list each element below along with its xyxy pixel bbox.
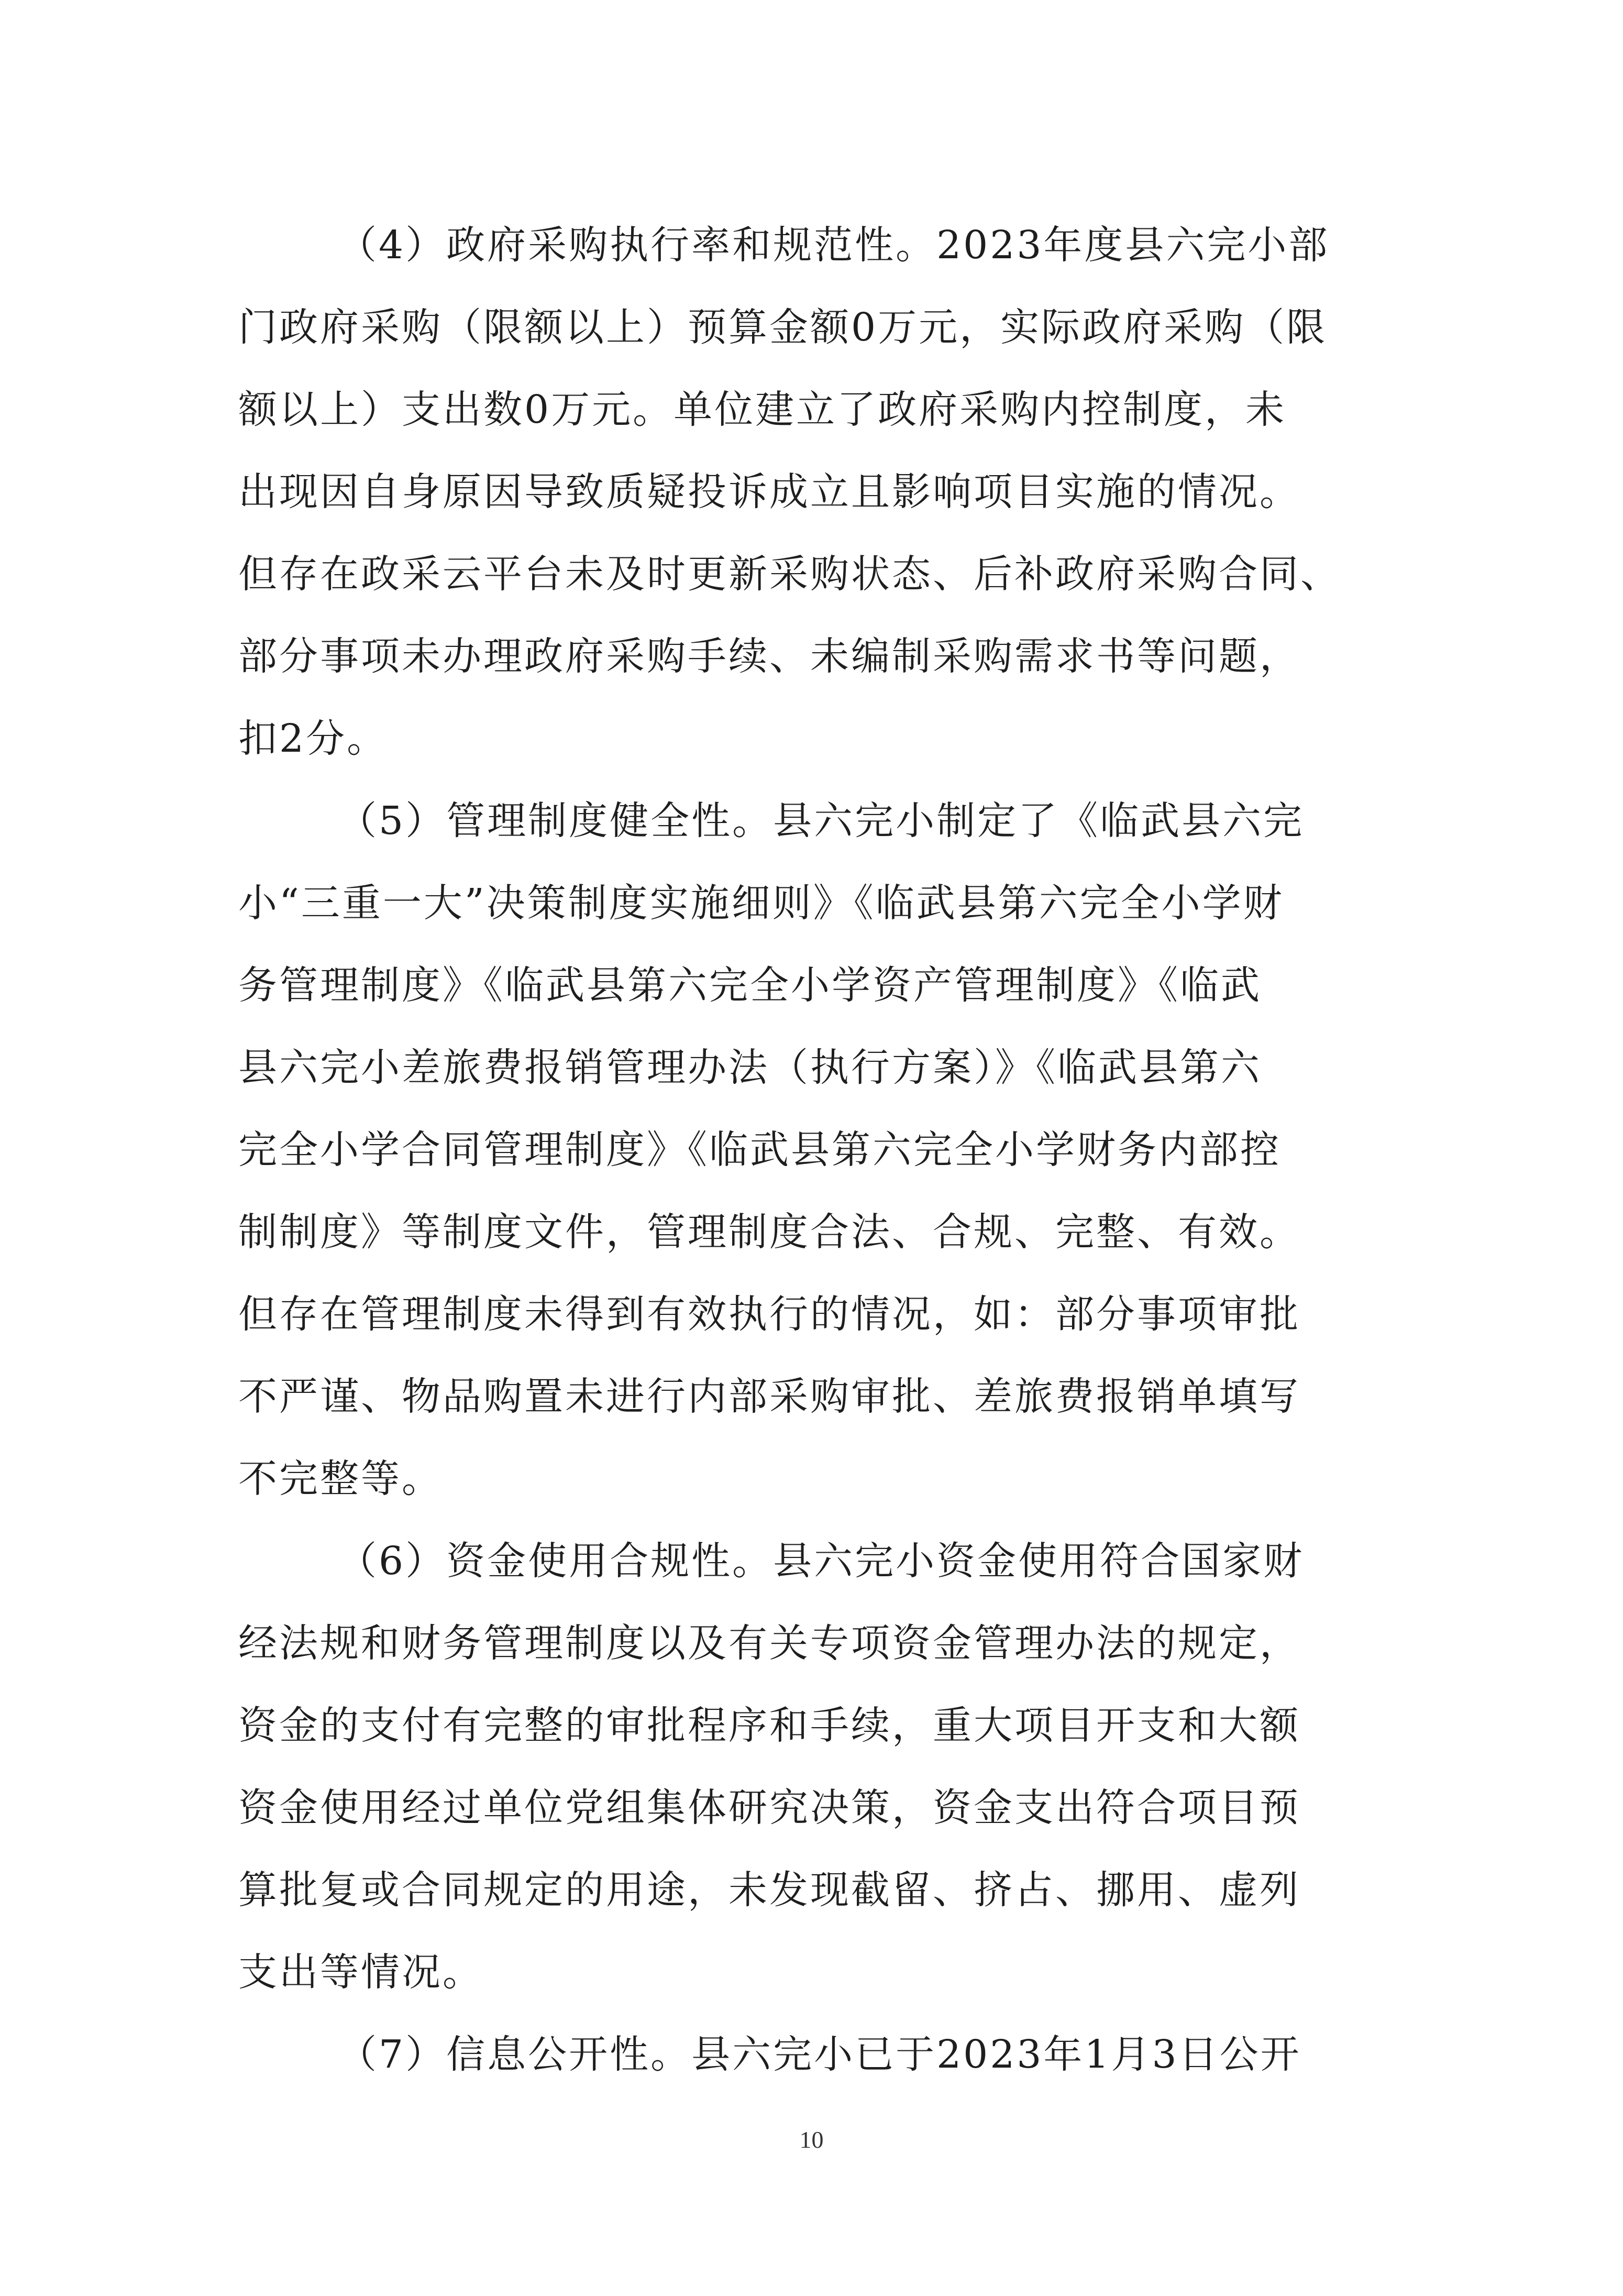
text-line: 制制度》等制度文件，管理制度合法、合规、完整、有效。 [238,1210,1300,1255]
text-line: 但存在管理制度未得到有效执行的情况，如：部分事项审批 [238,1292,1300,1337]
text-line: 但存在政采云平台未及时更新采购状态、后补政府采购合同、 [238,552,1341,597]
paragraph-management-system [238,780,1364,1520]
text-line: 算批复或合同规定的用途，未发现截留、挤占、挪用、虚列 [238,1867,1300,1913]
text-line: 门政府采购（限额以上）预算金额0万元，实际政府采购（限 [238,305,1328,350]
text-line: （7）信息公开性。县六完小已于2023年1月3日公开 [338,2032,1301,2077]
body-text [238,204,1364,2096]
text-line: 额以上）支出数0万元。单位建立了政府采购内控制度，未 [238,387,1287,432]
text-line: 完全小学合同管理制度》《临武县第六完全小学财务内部控 [238,1127,1281,1172]
text-line: 部分事项未办理政府采购手续、未编制采购需求书等问题， [238,634,1300,679]
text-line: 不严谨、物品购置未进行内部采购审批、差旅费报销单填写 [238,1374,1300,1419]
text-line: 扣2分。 [238,716,388,761]
text-line: 资金使用经过单位党组集体研究决策，资金支出符合项目预 [238,1785,1300,1830]
paragraph-fund-compliance [238,1520,1364,2014]
text-line: 县六完小差旅费报销管理办法（执行方案）》《临武县第六 [238,1045,1262,1090]
text-line: 资金的支付有完整的审批程序和手续，重大项目开支和大额 [238,1703,1300,1748]
page-number: 10 [799,2126,824,2153]
text-line: 不完整等。 [238,1456,443,1501]
text-line: （5）管理制度健全性。县六完小制定了《临武县六完 [338,798,1305,843]
text-line: （4）政府采购执行率和规范性。2023年度县六完小部 [338,223,1330,268]
text-line: 支出等情况。 [238,1950,483,1995]
text-line: 出现因自身原因导致质疑投诉成立且影响项目实施的情况。 [238,469,1300,514]
paragraph-information-disclosure [238,2014,1364,2096]
text-line: 经法规和财务管理制度以及有关专项资金管理办法的规定， [238,1621,1300,1666]
text-line: 小“三重一大”决策制度实施细则》《临武县第六完全小学财 [238,881,1284,926]
text-line: 务管理制度》《临武县第六完全小学资产管理制度》《临武 [238,963,1262,1008]
text-line: （6）资金使用合规性。县六完小资金使用符合国家财 [338,1539,1305,1584]
paragraph-government-procurement [238,204,1364,780]
